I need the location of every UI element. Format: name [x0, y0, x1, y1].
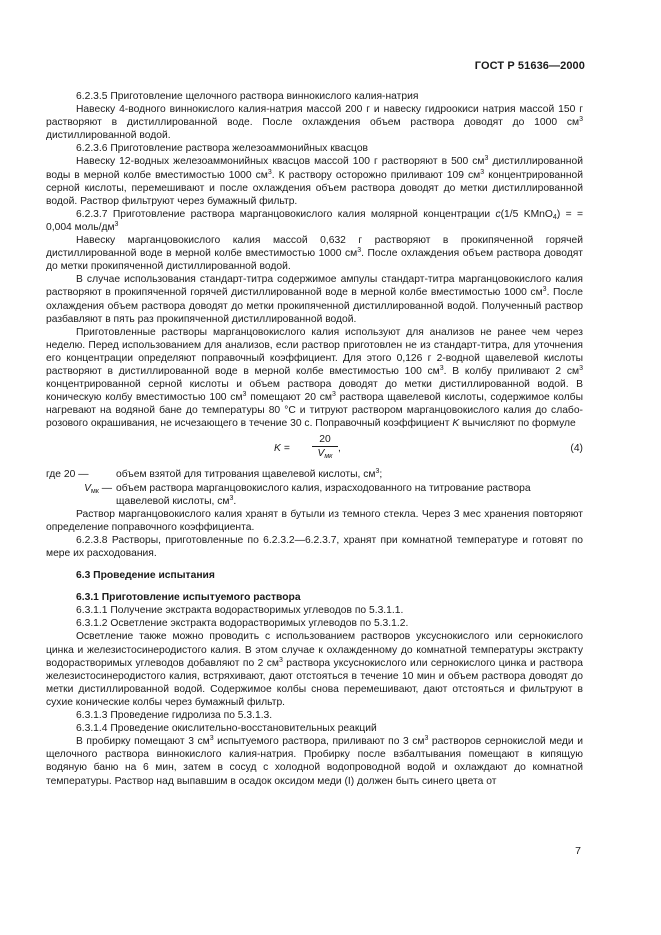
section-6-3-1-heading: 6.3.1 Приготовление испытуемого раствора [76, 592, 301, 604]
paragraph: В пробирку помещают 3 $см^3$ испытуемого раствора, приливают по 3 $см^3$ растворов сернокислой меди и щелочного раствора виннокислого калия-натрия. Пробирку после взбалтывания помещают в кипящую водяную баню на 6 мин, затем в сосуд с холодной водопроводной водой и охлаждают до комнатной температуры. Раствор над выпавшим в осадок оксидом меди (I) должен быть синего цвета от [46, 735, 583, 787]
formula-numerator: 20 [312, 434, 338, 447]
section-6-3-1-3: 6.3.1.3 Проведение гидролиза по 5.3.1.3. [76, 710, 273, 722]
section-6-2-3-7-heading: 6.2.3.7 Приготовление раствора марганцовокислого калия молярной концентрации c(1/5 KMnO$_4$) = = 0,004 моль/$дм^3$ [46, 208, 583, 233]
section-6-3-heading: 6.3 Проведение испытания [76, 570, 215, 582]
page-number: 7 [575, 845, 581, 857]
standard-header: ГОСТ Р 51636—2000 [474, 60, 585, 72]
paragraph: Раствор марганцовокислого калия хранят в бутыли из темного стекла. Через 3 мес хранения повторяют определение поправочного коэффициента. [46, 508, 583, 533]
paragraph: Осветление также можно проводить с использованием растворов уксуснокислого или сернокислого цинка и железистосинеродистого калия. В этом случае к охлажденному до комнатной температуры экстракту водорастворимых углеводов добавляют по 2 $см^3$ раствора уксуснокислого или сернокислого цинка и раствора железистосинеродистого калия, встряхивают, дают отстояться в течение 10 мин и объем раствора доводят до метки дистиллированной водой. Содержимое колбы снова перемешивают, дают отстояться и фильтруют в сухие конические колбы через бумажный фильтр. [46, 631, 583, 708]
formula-fraction [312, 434, 338, 460]
paragraph: Навеску 4-водного виннокислого калия-натрия массой 200 г и навеску гидроокиси натрия массой 150 г растворяют в дистиллированной воде. После охлаждения объем раствора доводят до 1000 $см^3$ дистиллированной водой. [46, 104, 583, 142]
section-6-3-1-1: 6.3.1.1 Получение экстракта водорастворимых углеводов по 5.3.1.1. [76, 605, 404, 617]
formula-legend [46, 468, 583, 507]
section-6-2-3-8: 6.2.3.8 Растворы, приготовленные по 6.2.3.2—6.2.3.7, хранят при комнатной температуре и готовят по мере их расходования. [46, 534, 583, 559]
section-6-2-3-6-heading: 6.2.3.6 Приготовление раствора железоаммонийных квасцов [76, 143, 369, 155]
section-6-2-3-5-heading: 6.2.3.5 Приготовление щелочного раствора виннокислого калия-натрия [76, 91, 419, 102]
paragraph: Приготовленные растворы марганцовокислого калия используют для анализов не ранее чем через неделю. Перед использованием для анализов, если раствор приготовлен не из стандарт-титра, для уточнения его концентрации определяют поправочный коэффициент. Для этого 0,126 г 2-водной щавелевой кислоты растворяют в дистиллированной воде в мерной колбе вместимостью 100 $см^3$. В колбу приливают 2 $см^3$ концентрированной серной кислоты и объем раствора доводят до метки дистиллированной водой. В коническую колбу вместимостью 100 $см^3$ помещают 20 $см^3$ раствора щавелевой кислоты, содержимое колбы нагревают на водяной бане до температуры 80 °С и титруют раствором марганцовокислого калия до слабо-розового окрашивания, не исчезающего в течение 30 с. Поправочный коэффициент K вычисляют по формуле [46, 326, 583, 430]
legend-row: где 20 — объем взятой для титрования щавелевой кислоты, $см^3$; [46, 468, 383, 481]
paragraph: Навеску 12-водных железоаммонийных квасцов массой 100 г растворяют в 500 $см^3$ дистиллированной воды в мерной колбе вместимостью 1000 $см^3$. К раствору осторожно приливают 109 $см^3$ концентрированной серной кислоты, перемешивают и после охлаждения объем раствора доводят до метки дистиллированной водой. Раствор фильтруют через бумажный фильтр. [46, 155, 584, 207]
section-6-3-1-4: 6.3.1.4 Проведение окислительно-восстановительных реакций [76, 723, 377, 735]
paragraph: В случае использования стандарт-титра содержимое ампулы стандарт-титра марганцовокислого калия растворяют в прокипяченной горячей дистиллированной воде в мерной колбе вместимостью 1000 $см^3$. После охлаждения объем раствора доводят до метки прокипяченной дистиллированной водой. Полученный раствор разбавляют в пять раз прокипяченной дистиллированной водой. [46, 274, 584, 325]
formula-lhs: K = [274, 443, 290, 455]
section-6-3-1-2: 6.3.1.2 Осветление экстракта водорастворимых углеводов по 5.3.1.2. [76, 618, 409, 630]
legend-row: $V_{мк}$ — объем раствора марганцовокислого калия, израсходованного на титрование раствора щавелевой кислоты, $см^3$. [84, 482, 531, 507]
formula-number: (4) [570, 443, 583, 455]
paragraph: Навеску марганцовокислого калия массой 0,632 г растворяют в прокипяченной горячей дистиллированной воде в мерной колбе вместимостью 1000 $см^3$. После охлаждения объем раствора доводят до метки прокипяченной дистиллированной водой. [46, 235, 584, 273]
formula-4: K = 20 $V_{мк}$ , (4) [274, 434, 583, 461]
document-body [46, 90, 583, 788]
formula-denominator: $V_{мк}$ [317, 448, 333, 461]
